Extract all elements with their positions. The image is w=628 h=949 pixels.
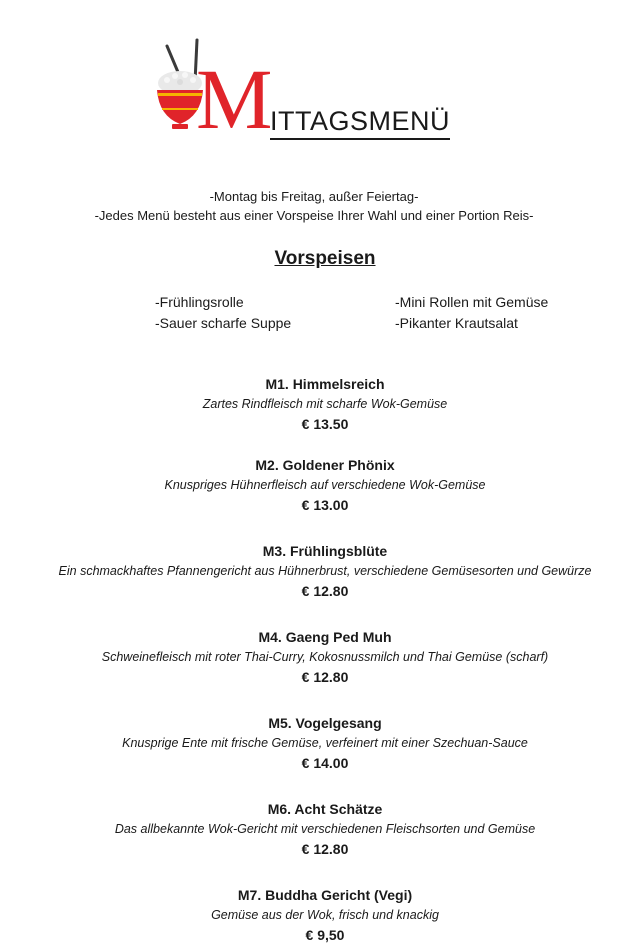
dish-price: € 12.80	[301, 669, 349, 685]
dish-price: € 12.80	[301, 583, 349, 599]
dish-description: Ein schmackhaftes Pfannengericht aus Hühnerbrust, verschiedene Gemüsesorten und Gewürze	[58, 564, 592, 578]
dish-description: Zartes Rindfleisch mit scharfe Wok-Gemüse	[202, 397, 448, 411]
menu-item-m1	[0, 374, 628, 434]
title-initial: M	[196, 51, 271, 147]
dish-name: M7. Buddha Gericht (Vegi)	[237, 887, 413, 903]
menu-item-m3	[0, 541, 628, 601]
dish-price: € 12.80	[301, 841, 349, 857]
dish-description: Knuspriges Hühnerfleisch auf verschiedene Wok-Gemüse	[164, 478, 486, 492]
dish-name: M2. Goldener Phönix	[255, 457, 395, 473]
info-line-days: -Montag bis Freitag, außer Feiertag-	[209, 189, 419, 204]
dish-description: Knusprige Ente mit frische Gemüse, verfeinert mit einer Szechuan-Sauce	[122, 736, 528, 750]
menu-header	[0, 0, 628, 150]
menu-item-m5	[0, 713, 628, 773]
dish-price: € 13.00	[301, 497, 349, 513]
dish-name: M4. Gaeng Ped Muh	[258, 629, 392, 645]
dish-name: M6. Acht Schätze	[267, 801, 383, 817]
dish-name: M1. Himmelsreich	[265, 376, 385, 392]
starter-item: -Sauer scharfe Suppe	[155, 315, 292, 331]
page-title: ITTAGSMENÜ	[270, 105, 450, 140]
menu-item-m2	[0, 455, 628, 515]
dish-price: € 14.00	[301, 755, 349, 771]
menu-item-m6	[0, 799, 628, 859]
dish-description: Das allbekannte Wok-Gericht mit verschiedenen Fleischsorten und Gemüse	[114, 822, 536, 836]
dish-price: € 9,50	[305, 927, 345, 943]
dish-description: Schweinefleisch mit roter Thai-Curry, Kokosnussmilch und Thai Gemüse (scharf)	[101, 650, 549, 664]
dish-name: M5. Vogelgesang	[268, 715, 382, 731]
dish-name: M3. Frühlingsblüte	[262, 543, 388, 559]
info-line-menu: -Jedes Menü besteht aus einer Vorspeise Ihrer Wahl und einer Portion Reis-	[94, 208, 534, 223]
starter-item: -Frühlingsrolle	[155, 294, 244, 310]
dish-description: Gemüse aus der Wok, frisch und knackig	[211, 908, 439, 922]
menu-item-m4	[0, 627, 628, 687]
dish-price: € 13.50	[301, 416, 349, 432]
starter-item: -Mini Rollen mit Gemüse	[395, 294, 549, 310]
menu-item-m7	[0, 885, 628, 945]
starter-item: -Pikanter Krautsalat	[395, 315, 518, 331]
starters-heading: Vorspeisen	[274, 248, 376, 269]
